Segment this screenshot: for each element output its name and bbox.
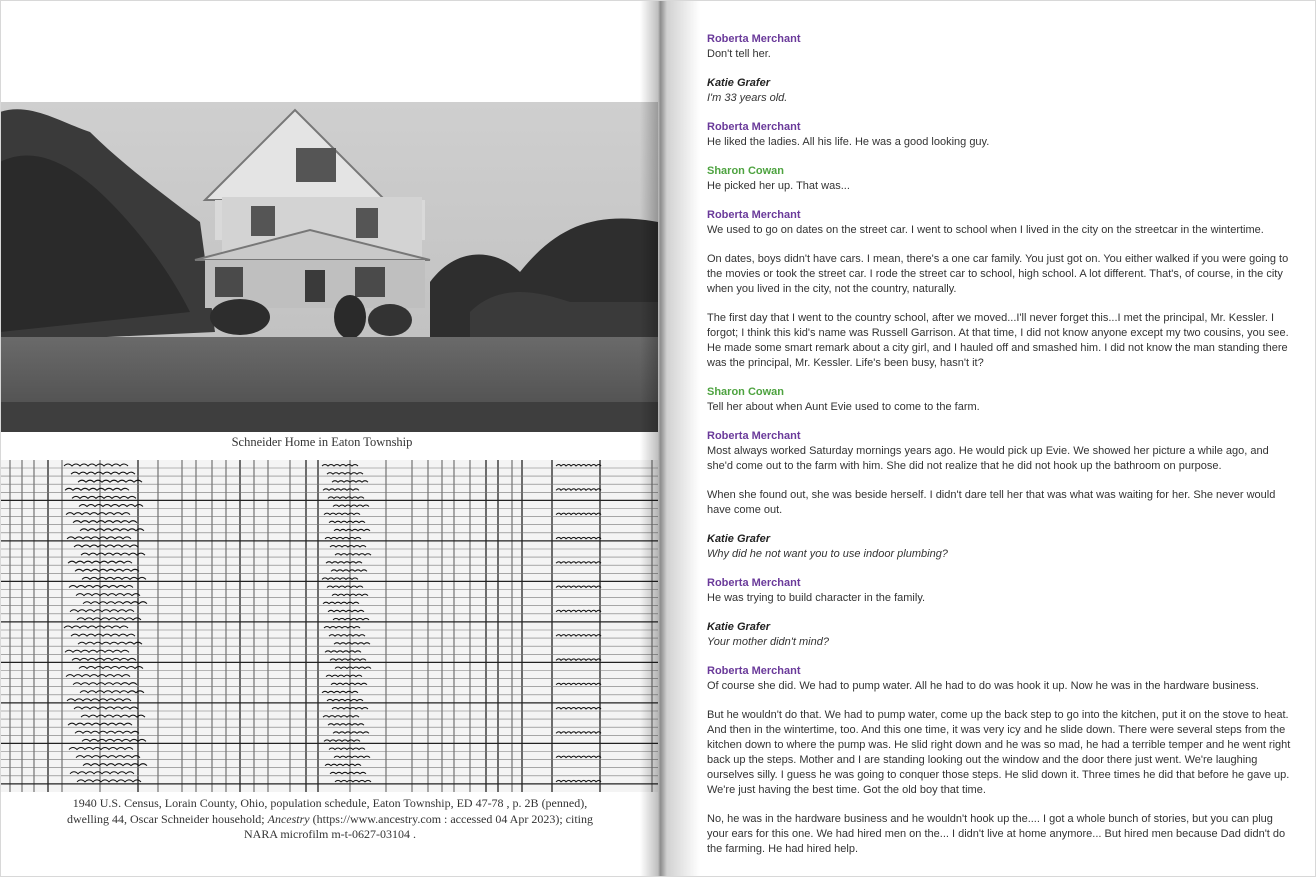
- speech-text: Most always worked Saturday mornings years ago. He would pick up Evie. We showed her picture a while ago, and she'd come out to the farm with him. She did not realize that he did not hook up the bathroom on purpose.: [707, 445, 1269, 472]
- census-caption-source-title: Ancestry: [267, 811, 310, 826]
- transcript-entry: [707, 488, 1297, 518]
- transcript-entry: [707, 664, 1297, 694]
- right-page: [660, 0, 1316, 877]
- speech-text: He was trying to build character in the family.: [707, 592, 926, 604]
- schneider-home-photo: [0, 102, 658, 432]
- speech-text: We used to go on dates on the street car. I went to school when I lived in the city on the streetcar in the wintertime.: [707, 224, 1264, 236]
- transcript-entry: [707, 620, 1297, 650]
- transcript-entry: [707, 208, 1297, 238]
- transcript-entry: [707, 252, 1297, 297]
- transcript-entry: [707, 532, 1297, 562]
- speech-text: No, he was in the hardware business and he wouldn't hook up the.... I got a whole bunch of stories, but you can plug your ears for this one. We had hired men on the... I didn't live at home anymore... But hired men because Dad didn't do the farming. He had hired help.: [707, 813, 1286, 855]
- transcript-entry: [707, 32, 1297, 62]
- speaker-name: Sharon Cowan: [707, 386, 785, 398]
- transcript-entry: [707, 708, 1297, 798]
- speaker-name: Roberta Merchant: [707, 33, 801, 45]
- speech-text: Why did he not want you to use indoor plumbing?: [707, 548, 948, 560]
- speech-text: The first day that I went to the country school, after we moved...I'll never forget this...I met the principal, Mr. Kessler. I forgot; I think this kid's name was Russell Garrison. At that time, I did not know anyone except my two cousins, you see. He made some smart remark about a city girl, and I hauled off and smashed him. I did not know the man standing there was the principal, Mr. Kessler. Life's been busy, hasn't it?: [707, 312, 1289, 369]
- speech-text: On dates, boys didn't have cars. I mean, there's a one car family. You just got on. You either walked if you were going to the movies or took the street car. I rode the street car to school, high school. A lot different. That's, of course, in the city when you lived in the city, not the country, naturally.: [707, 253, 1289, 295]
- speech-text: He liked the ladies. All his life. He was a good looking guy.: [707, 136, 990, 148]
- speech-text: Your mother didn't mind?: [707, 636, 829, 648]
- census-caption-line2-suffix: (https://www.ancestry.com : accessed 04 Apr 2023); citing: [309, 811, 593, 826]
- census-caption-line1: 1940 U.S. Census, Lorain County, Ohio, population schedule, Eaton Township, ED 47-78 , p. 2B (penned),: [72, 796, 588, 810]
- speaker-name: Katie Grafer: [707, 621, 770, 633]
- speaker-name: Katie Grafer: [707, 533, 770, 545]
- interview-transcript: [707, 32, 1297, 871]
- transcript-entry: [707, 120, 1297, 150]
- transcript-entry: [707, 164, 1297, 194]
- photo-caption: Schneider Home in Eaton Township: [231, 435, 413, 449]
- transcript-entry: [707, 385, 1297, 415]
- census-caption-line3: NARA microfilm m-t-0627-03104 .: [244, 827, 416, 841]
- transcript-entry: [707, 812, 1297, 857]
- speaker-name: Katie Grafer: [707, 77, 770, 89]
- speaker-name: Roberta Merchant: [707, 209, 801, 221]
- speech-text: Don't tell her.: [707, 48, 771, 60]
- speaker-name: Roberta Merchant: [707, 430, 801, 442]
- speech-text: He picked her up. That was...: [707, 180, 850, 192]
- speech-text: When she found out, she was beside herself. I didn't dare tell her that was what was waiting for her. She never would have come out.: [707, 489, 1276, 516]
- census-record-image: [0, 460, 658, 792]
- census-caption-line2-prefix: dwelling 44, Oscar Schneider household;: [67, 811, 268, 826]
- speech-text: But he wouldn't do that. We had to pump water, come up the back step to go into the kitchen, put it on the stove to heat. And then in the wintertime, too. And this one time, it was very icy and he slide down. There were several steps from the kitchen down to where the pump was. He slid right down and he was so mad, he had a terrible temper and he went right back up the steps. Mother and I are standing looking out the window and the door there just went. We're laughing ourselves silly. I guess he was going to conquer those steps. He slid down it. Three times he did that before he gave up. We're just having the best time. Got the old boy that time.: [707, 709, 1291, 796]
- transcript-entry: [707, 576, 1297, 606]
- transcript-entry: [707, 311, 1297, 371]
- speaker-name: Roberta Merchant: [707, 665, 801, 677]
- speech-text: Of course she did. We had to pump water. All he had to do was hook it up. Now he was in the hardware business.: [707, 680, 1259, 692]
- transcript-entry: [707, 76, 1297, 106]
- census-caption: [30, 796, 630, 843]
- speech-text: I'm 33 years old.: [707, 92, 788, 104]
- speaker-name: Roberta Merchant: [707, 577, 801, 589]
- transcript-entry: [707, 429, 1297, 474]
- speaker-name: Sharon Cowan: [707, 165, 785, 177]
- speech-text: Tell her about when Aunt Evie used to come to the farm.: [707, 401, 980, 413]
- speaker-name: Roberta Merchant: [707, 121, 801, 133]
